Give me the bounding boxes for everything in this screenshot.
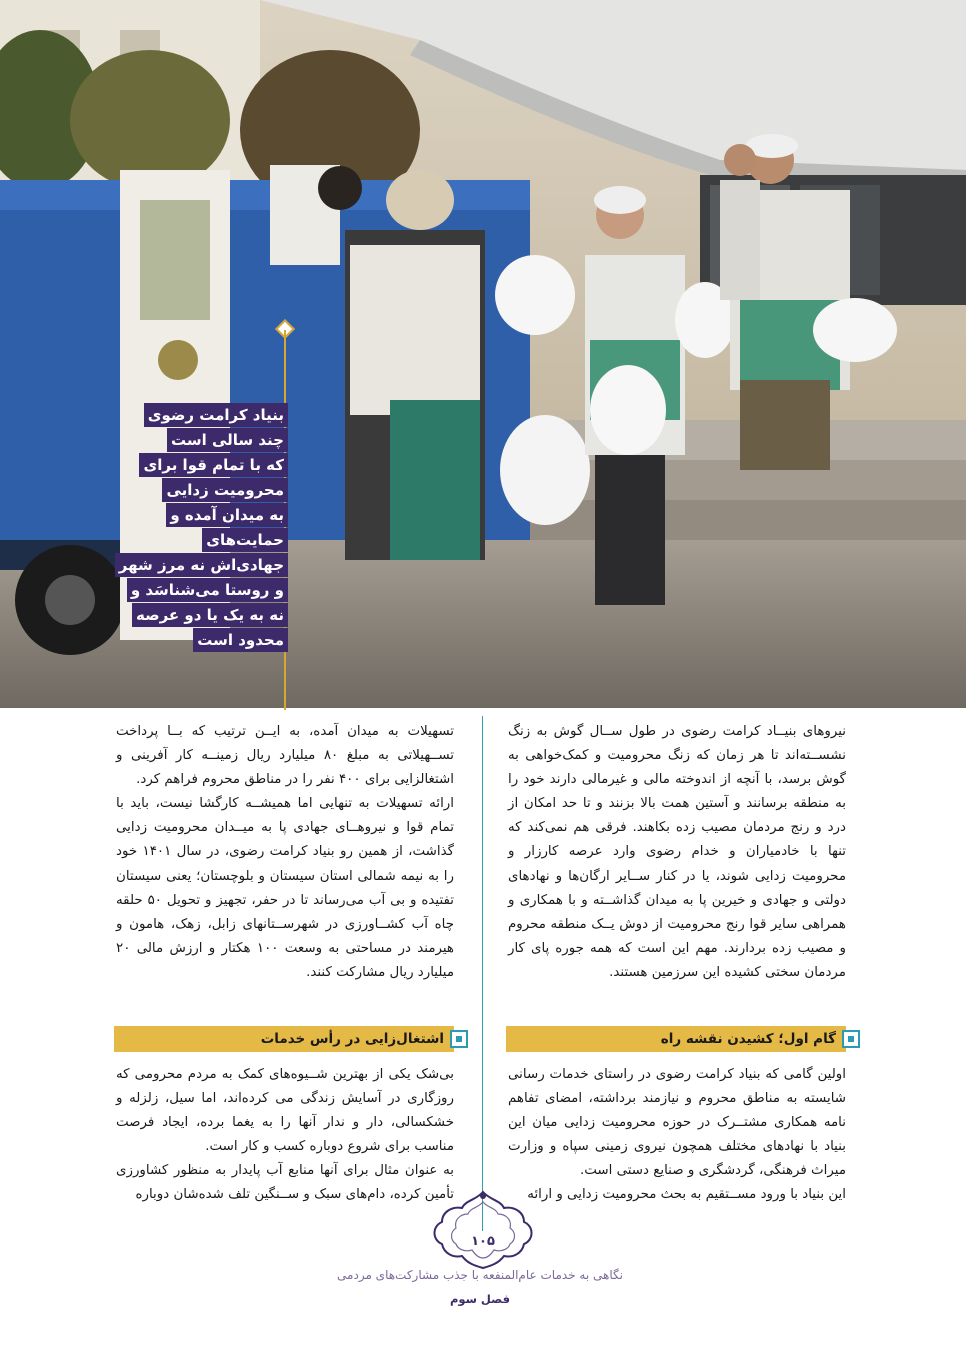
book-title: نگاهی به خدمات عام‌المنفعه با جذب مشارکت‌های مردمی bbox=[337, 1268, 623, 1282]
section-heading-text: گام اول؛ کشیدن نقشه راه bbox=[660, 1031, 836, 1047]
section-heading bbox=[506, 1026, 846, 1052]
caption-line: حمایت‌های bbox=[202, 528, 288, 552]
body-paragraph: اولین گامی که بنیاد کرامت رضوی در راستای خدمات رسانی شایسته به مناطق محروم و نیازمند برداشته، امضای تفاهم نامه همکاری مشتــرک در حوزه محرومیت زدایی میان این بنیاد با نهادهای مختلف همچون نیروی زمینی سپاه و وزارت میراث فرهنگی، گردشگری و صنایع دستی است. bbox=[508, 1067, 846, 1179]
body-paragraph: ارائه تسهیلات به تنهایی اما همیشــه کارگشا نیست، باید با تمام قوا و نیروهــای جهادی پا به میــدان محرومیت زدایی گذاشت، از همین رو بنیاد کرامت رضوی، در سال ۱۴۰۱ خود را به نیمه شمالی استان سیستان و بلوچستان؛ یعنی سیستان تفتیده و بی آب می‌رساند تا در حفر، تجهیز و تحویل ۵۰ حلقه چاه آب کشــاورزی در شهرســتانهای زابل، زهک، هامون و هیرمند در مساحتی به وسعت ۱۰۰ هکتار و ارزش مالی ۲۰ میلیارد ریال مشارکت کنند. bbox=[116, 796, 455, 980]
caption-line: چند سالی است bbox=[167, 428, 288, 452]
left-column bbox=[116, 720, 454, 985]
caption-line: نه به یک یا دو عرصه bbox=[132, 603, 288, 627]
body-paragraph: بی‌شک یکی از بهترین شــیوه‌های کمک به مردم محرومی که روزگاری در آسایش زندگی می کرده‌اند، اما سیل، زلزله و خشکسالی، دار و ندار آنها را به یغما برده، ایجاد فرصت مناسب برای شروع دوباره کسب و کار است. bbox=[116, 1067, 454, 1155]
section-heading-text: اشتغال‌زایی در رأس خدمات bbox=[260, 1031, 444, 1047]
body-paragraph: این بنیاد با ورود مســتقیم به بحث محرومیت زدایی و ارائه bbox=[527, 1187, 846, 1203]
caption-line: محدود است bbox=[193, 628, 288, 652]
caption-line: که با تمام قوا برای bbox=[139, 453, 288, 477]
right-column bbox=[508, 720, 846, 985]
page-number: ۱۰۵ bbox=[471, 1234, 495, 1249]
body-paragraph: تسهیلات به میدان آمده، به ایــن ترتیب که بــا پرداخت تســهیلاتی به مبلغ ۸۰ میلیارد ریال زمینــه کار آفرینی و اشتغالزایی برای ۴۰۰ نفر را در مناطق محروم فراهم کرد. bbox=[116, 724, 455, 788]
caption-line: و روستا می‌شناسَد و bbox=[127, 578, 288, 602]
photo-caption bbox=[118, 403, 288, 653]
heading-bullet-icon bbox=[450, 1030, 468, 1048]
right-column-lower bbox=[508, 1063, 846, 1208]
left-column-lower bbox=[116, 1063, 454, 1208]
section-heading bbox=[114, 1026, 454, 1052]
heading-bullet-icon bbox=[842, 1030, 860, 1048]
page-number-ornament-icon bbox=[428, 1188, 538, 1272]
body-paragraph: به عنوان مثال برای آنها منابع آب پایدار به منظور کشاورزی تأمین کرده، دام‌های سبک و ســنگین تلف شده‌شان دوباره bbox=[116, 1163, 454, 1203]
body-paragraph: نیروهای بنیــاد کرامت رضوی در طول ســال گوش به زنگ نشســته‌اند تا هر زمان که زنگ محرومیت و کمک‌خواهی به گوش برسد، با آنچه از اندوخته مالی و غیرمالی دارند خود را به منطقه برسانند و آستین همت بالا بزنند و تا حد امکان از درد و رنج مردمان مصیب زده بکاهند. فرقی هم نمی‌کند که تنها با خادمیاران و خدام رضوی وارد عرصه کارزار و محرومیت زدایی شوند، یا در کنار ســایر ارگان‌ها و نهادهای دولتی و جهادی و خیرین پا به میدان گذاشــته و با همکاری و همراهی سایر قوا رنج محرومیت از دوش یــک منطقه محروم و مصیب زده بردارند. مهم این است که همه جوره پای کار مردمان سختی کشیده این سرزمین هستند. bbox=[508, 724, 846, 980]
chapter-label: فصل سوم bbox=[449, 1292, 511, 1306]
caption-line: بنیاد کرامت رضوی bbox=[144, 403, 288, 427]
column-divider bbox=[482, 716, 483, 1231]
caption-line: محرومیت زدایی bbox=[162, 478, 288, 502]
caption-line: به میدان آمده و bbox=[166, 503, 288, 527]
caption-line: جهادی‌اش نه مرز شهر bbox=[115, 553, 288, 577]
